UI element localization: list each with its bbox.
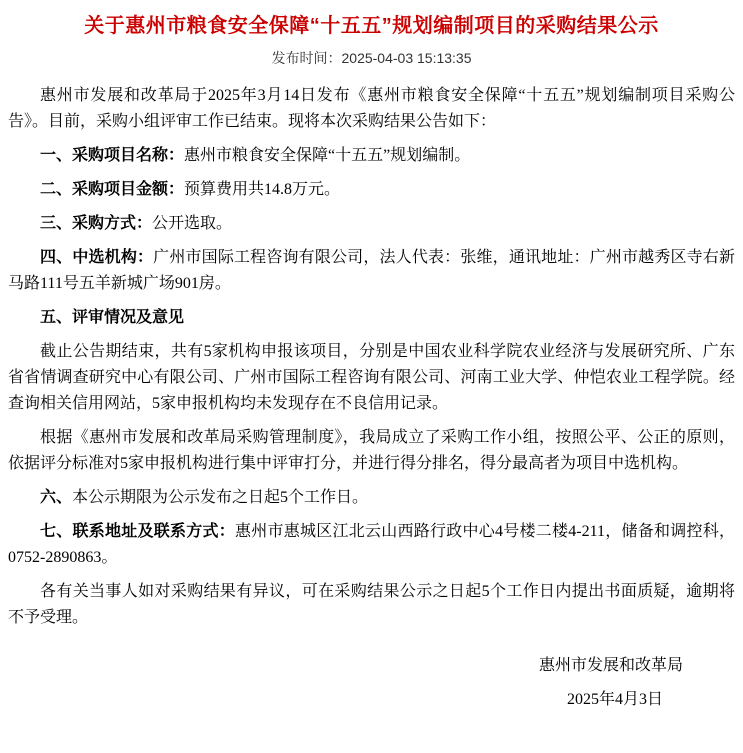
paragraph-text: 惠州市发展和改革局于2025年3月14日发布《惠州市粮食安全保障“十五五”规划编制项目采购公告》。目前，采购小组评审工作已结束。现将本次采购结果公告如下： [8, 87, 735, 130]
publish-time-line [8, 49, 735, 67]
signature-date: 2025年4月3日 [566, 691, 663, 708]
paragraph-lead: 一、采购项目名称： [40, 147, 185, 164]
paragraph-text: 惠州市惠城区江北云山西路行政中心4号楼二楼4-211，储备和调控科，0752-2890863。 [8, 523, 735, 566]
paragraph-item-1-project-name [8, 143, 735, 169]
paragraph-lead: 三、采购方式： [40, 215, 153, 232]
paragraph-objection-notice [8, 579, 735, 631]
paragraph-item-2-budget [8, 177, 735, 203]
publish-time-label: 发布时间： [271, 50, 342, 66]
paragraph-item-3-method [8, 211, 735, 237]
paragraph-text: 本公示期限为公示发布之日起5个工作日。 [72, 489, 369, 506]
paragraph-item-5-review-heading [8, 305, 735, 331]
paragraph-lead: 五、评审情况及意见 [40, 309, 185, 326]
paragraph-text: 截止公告期结束，共有5家机构申报该项目，分别是中国农业科学院农业经济与发展研究所、广东省省情调查研究中心有限公司、广州市国际工程咨询有限公司、河南工业大学、仲恺农业工程学院。经查询相关信用网站，5家申报机构均未发现存在不良信用记录。 [8, 343, 735, 412]
page-title: 关于惠州市粮食安全保障“十五五”规划编制项目的采购结果公示 [84, 15, 659, 37]
announcement-page [0, 13, 743, 713]
publish-time-value: 2025-04-03 15:13:35 [341, 50, 472, 66]
paragraph-lead: 六、 [40, 489, 73, 506]
paragraph-item-6-period [8, 485, 735, 511]
paragraph-lead: 四、中选机构： [40, 249, 154, 266]
paragraph-lead: 二、采购项目金额： [40, 181, 185, 198]
paragraph-text: 公开选取。 [152, 215, 233, 232]
paragraph-text: 各有关当事人如对采购结果有异议，可在采购结果公示之日起5个工作日内提出书面质疑，逾期将不予受理。 [8, 583, 735, 626]
paragraph-review-process [8, 425, 735, 477]
paragraph-item-4-winner [8, 245, 735, 297]
signature-org: 惠州市发展和改革局 [538, 657, 683, 674]
paragraph-text: 广州市国际工程咨询有限公司，法人代表：张维，通讯地址：广州市越秀区寺右新马路111号五羊新城广场901房。 [8, 249, 735, 292]
paragraph-lead: 七、联系地址及联系方式： [40, 523, 235, 540]
paragraph-text: 惠州市粮食安全保障“十五五”规划编制。 [184, 147, 471, 164]
paragraph-text: 预算费用共14.8万元。 [184, 181, 341, 198]
paragraph-item-7-contact [8, 519, 735, 571]
paragraph-intro [8, 83, 735, 135]
document-body [8, 83, 735, 713]
paragraph-review-applicants [8, 339, 735, 417]
paragraph-text: 根据《惠州市发展和改革局采购管理制度》，我局成立了采购工作小组，按照公平、公正的原则，依据评分标准对5家申报机构进行集中评审打分，并进行得分排名，得分最高者为项目中选机构。 [8, 429, 735, 472]
